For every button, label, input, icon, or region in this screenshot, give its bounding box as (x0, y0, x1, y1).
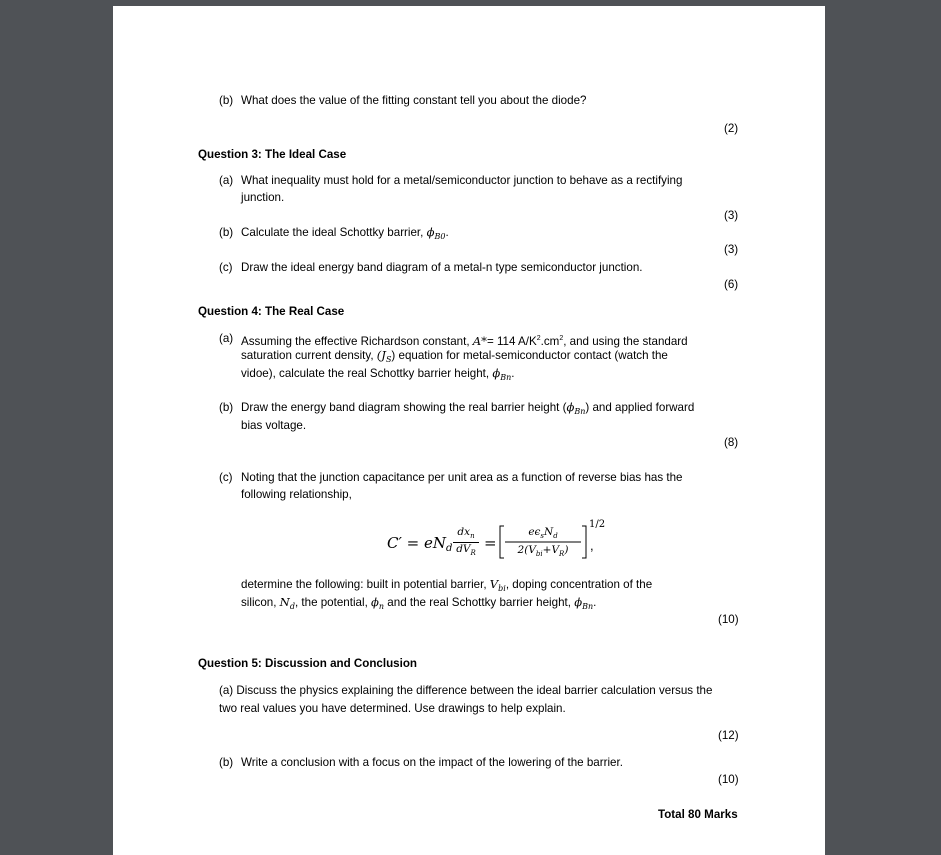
q3-a-line1: What inequality must hold for a metal/semiconductor junction to behave as a rectifying (241, 174, 683, 187)
q2-b-text: What does the value of the fitting constant tell you about the diode? (241, 94, 587, 107)
q4-b-line2: bias voltage. (241, 419, 307, 432)
q3-b-marks: (3) (724, 243, 739, 256)
equation-lhs: $C' = eN_d$ (387, 534, 453, 554)
q4-a-line1: Assuming the effective Richardson constant, A*= 114 $A/K^2.cm^2$, and using the standard (241, 334, 688, 348)
q4-c-line1: Noting that the junction capacitance per unit area as a function of reverse bias has the (241, 471, 683, 484)
total-marks: Total 80 Marks (658, 808, 738, 821)
q4-c-marks: (10) (718, 613, 739, 626)
equation-equals: = (484, 534, 497, 552)
q3-a-label: (a) (219, 174, 234, 187)
q4-c-determine-line1: determine the following: built in potential barrier, $V_{bi}$, doping concentration of the (241, 577, 653, 593)
q2-b-label: (b) (219, 94, 234, 107)
equation-exponent: 1/2 (589, 519, 606, 530)
q2-b-marks: (2) (724, 122, 739, 135)
equation-frac1-num: $dx_n$ (457, 526, 475, 540)
q5-a-line2: two real values you have determined. Use drawings to help explain. (219, 702, 566, 715)
equation-frac2-den: $2(V_{bi}+V_R)$ (517, 544, 569, 558)
equation-frac1-den: $dV_R$ (456, 543, 476, 557)
q4-a-label: (a) (219, 332, 234, 345)
q5-a-marks: (12) (718, 729, 739, 742)
q4-b-label: (b) (219, 401, 234, 414)
q5-b-label: (b) (219, 756, 234, 769)
q4-a-line2: saturation current density, $(J_S)$ equation for metal-semiconductor contact (watch the (241, 348, 668, 364)
q3-a-marks: (3) (724, 209, 739, 222)
q5-b-marks: (10) (718, 773, 739, 786)
q3-title: Question 3: The Ideal Case (198, 148, 347, 161)
q5-title: Question 5: Discussion and Conclusion (198, 657, 418, 670)
document-page (113, 6, 825, 855)
q4-b-line1: Draw the energy band diagram showing the real barrier height $(\phi_{Bn})$ and applied forward (241, 400, 695, 416)
equation-comma: , (590, 538, 594, 553)
q5-a-line1: (a) Discuss the physics explaining the difference between the ideal barrier calculation versus the (219, 684, 713, 697)
q4-title: Question 4: The Real Case (198, 305, 345, 318)
q3-c-label: (c) (219, 261, 233, 274)
q4-c-determine-line2: silicon, $N_d$, the potential, $\phi_n$ and the real Schottky barrier height, $\phi_{Bn}$. (241, 595, 597, 611)
q3-b-text: Calculate the ideal Schottky barrier, $\phi_{B0}$. (241, 225, 449, 241)
q3-c-marks: (6) (724, 278, 739, 291)
equation-frac2-num: $e\epsilon_sN_d$ (528, 526, 558, 540)
q3-c-text: Draw the ideal energy band diagram of a metal-n type semiconductor junction. (241, 261, 643, 274)
q3-a-line2: junction. (241, 191, 285, 204)
q4-b-marks: (8) (724, 436, 739, 449)
q4-a-line3: vidoe), calculate the real Schottky barrier height, $\phi_{Bn}$. (241, 366, 515, 382)
q4-c-label: (c) (219, 471, 233, 484)
q4-c-line2: following relationship, (241, 488, 352, 501)
q5-b-text: Write a conclusion with a focus on the impact of the lowering of the barrier. (241, 756, 623, 769)
q3-b-label: (b) (219, 226, 234, 239)
